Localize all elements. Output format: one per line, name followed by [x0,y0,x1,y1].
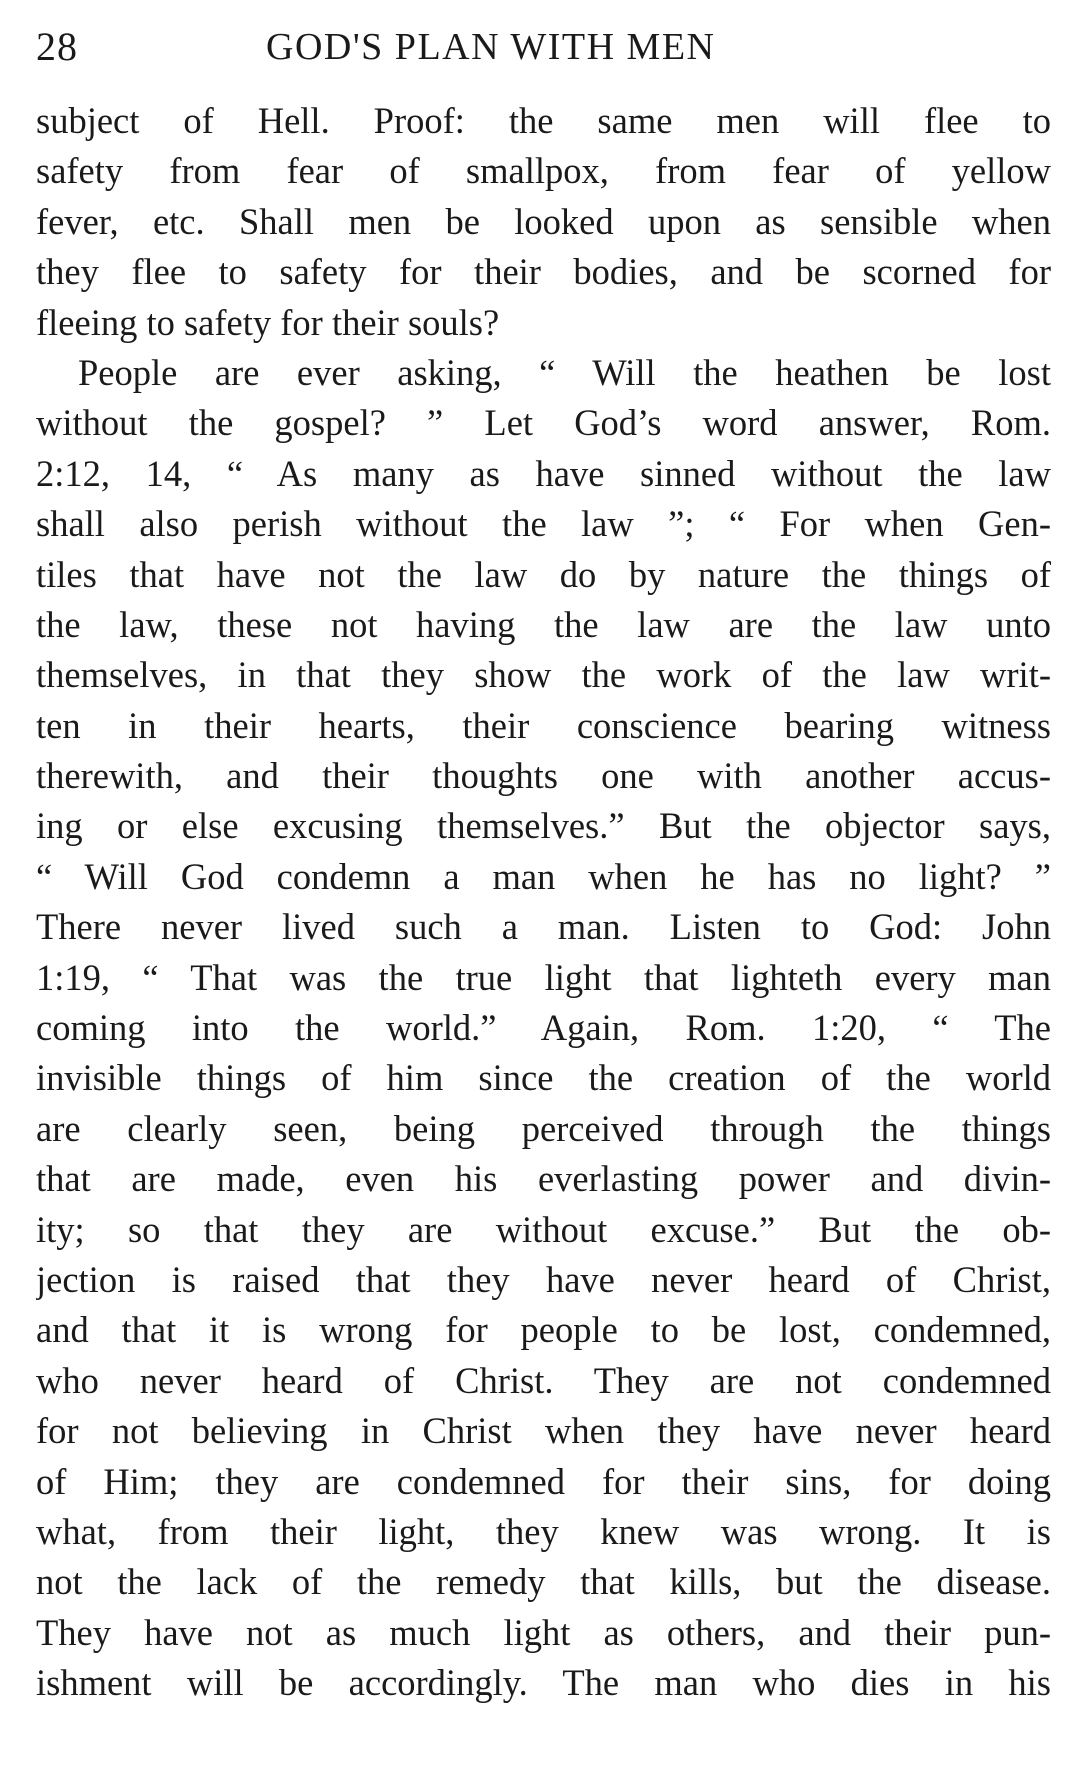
text-line: fleeing to safety for their souls? [36,301,500,343]
text-line: that are made, even his everlasting power and divin- [36,1158,1051,1200]
running-title: GOD'S PLAN WITH MEN [266,26,716,68]
text-line: are clearly seen, being perceived through the things [36,1107,1051,1149]
text-line: jection is raised that they have never heard of Christ, [36,1258,1051,1300]
page-number: 28 [36,24,78,69]
text-line: “ Will God condemn a man when he has no light? ” [36,855,1051,897]
text-line: There never lived such a man. Listen to God: John [36,906,1051,948]
text-line: invisible things of him since the creation of the world [36,1057,1051,1099]
text-line: fever, etc. Shall men be looked upon as sensible when [36,200,1051,242]
text-line: They have not as much light as others, and their pun- [36,1611,1051,1653]
text-line: ishment will be accordingly. The man who dies in his [36,1662,1051,1704]
text-line: of Him; they are condemned for their sins, for doing [36,1460,1051,1502]
text-line: therewith, and their thoughts one with another accus- [36,755,1051,797]
text-line: without the gospel? ” Let God’s word answer, Rom. [36,402,1051,444]
text-line: ten in their hearts, their conscience bearing witness [36,704,1051,746]
text-line: not the lack of the remedy that kills, but the disease. [36,1561,1051,1603]
text-line: coming into the world.” Again, Rom. 1:20, “ The [36,1007,1051,1049]
text-line: themselves, in that they show the work of the law writ- [36,654,1051,696]
body-text [36,96,1051,1709]
text-line: for not believing in Christ when they have never heard [36,1410,1051,1452]
text-line: they flee to safety for their bodies, and be scorned for [36,251,1051,293]
page-header [36,22,1051,72]
text-line: 1:19, “ That was the true light that lighteth every man [36,956,1051,998]
text-line: who never heard of Christ. They are not condemned [36,1359,1051,1401]
text-line: what, from their light, they knew was wrong. It is [36,1510,1051,1552]
text-line: tiles that have not the law do by nature the things of [36,553,1051,595]
text-line: People are ever asking, “ Will the heathen be lost [78,351,1051,393]
text-line: ity; so that they are without excuse.” But the ob- [36,1208,1051,1250]
text-line: the law, these not having the law are the law unto [36,603,1051,645]
text-line: and that it is wrong for people to be lost, condemned, [36,1309,1051,1351]
text-line: shall also perish without the law ”; “ For when Gen- [36,503,1051,545]
text-line: 2:12, 14, “ As many as have sinned without the law [36,452,1051,494]
text-line: subject of Hell. Proof: the same men will flee to [36,100,1051,141]
text-line: ing or else excusing themselves.” But the objector says, [36,805,1051,847]
text-line: safety from fear of smallpox, from fear of yellow [36,150,1051,192]
